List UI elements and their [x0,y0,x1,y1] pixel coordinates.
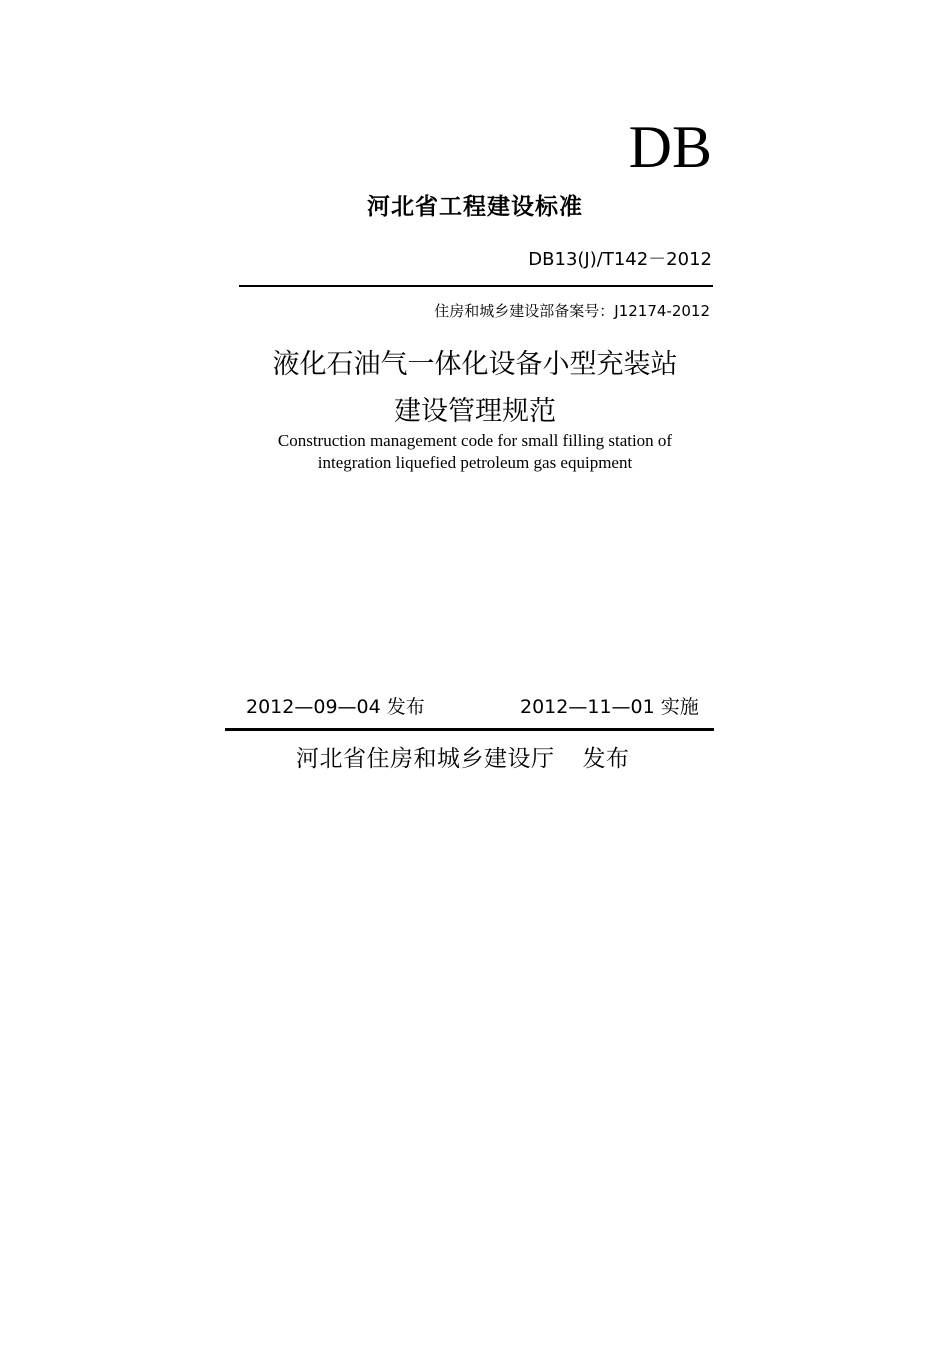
standard-type: 河北省工程建设标准 [367,194,583,220]
db-mark: DB [628,114,712,180]
publisher-line [296,742,630,776]
record-number: 住房和城乡建设部备案号：J12174-2012 [434,302,710,320]
title-en-line-1: Construction management code for small filling station of [277,431,673,450]
standard-code: DB13(J)/T142－2012 [528,249,712,270]
title-en-line-2: integration liquefied petroleum gas equipment [317,453,633,472]
title-cn-line-2: 建设管理规范 [394,396,556,427]
publisher-action: 发布 [582,746,630,772]
publisher-name: 河北省住房和城乡建设厅 [296,746,555,772]
top-divider [239,285,713,287]
effective-date: 2012—11—01 实施 [520,696,699,718]
bottom-divider [225,728,714,731]
issue-date: 2012—09—04 发布 [246,696,425,718]
title-cn-line-1: 液化石油气一体化设备小型充装站 [272,349,678,380]
